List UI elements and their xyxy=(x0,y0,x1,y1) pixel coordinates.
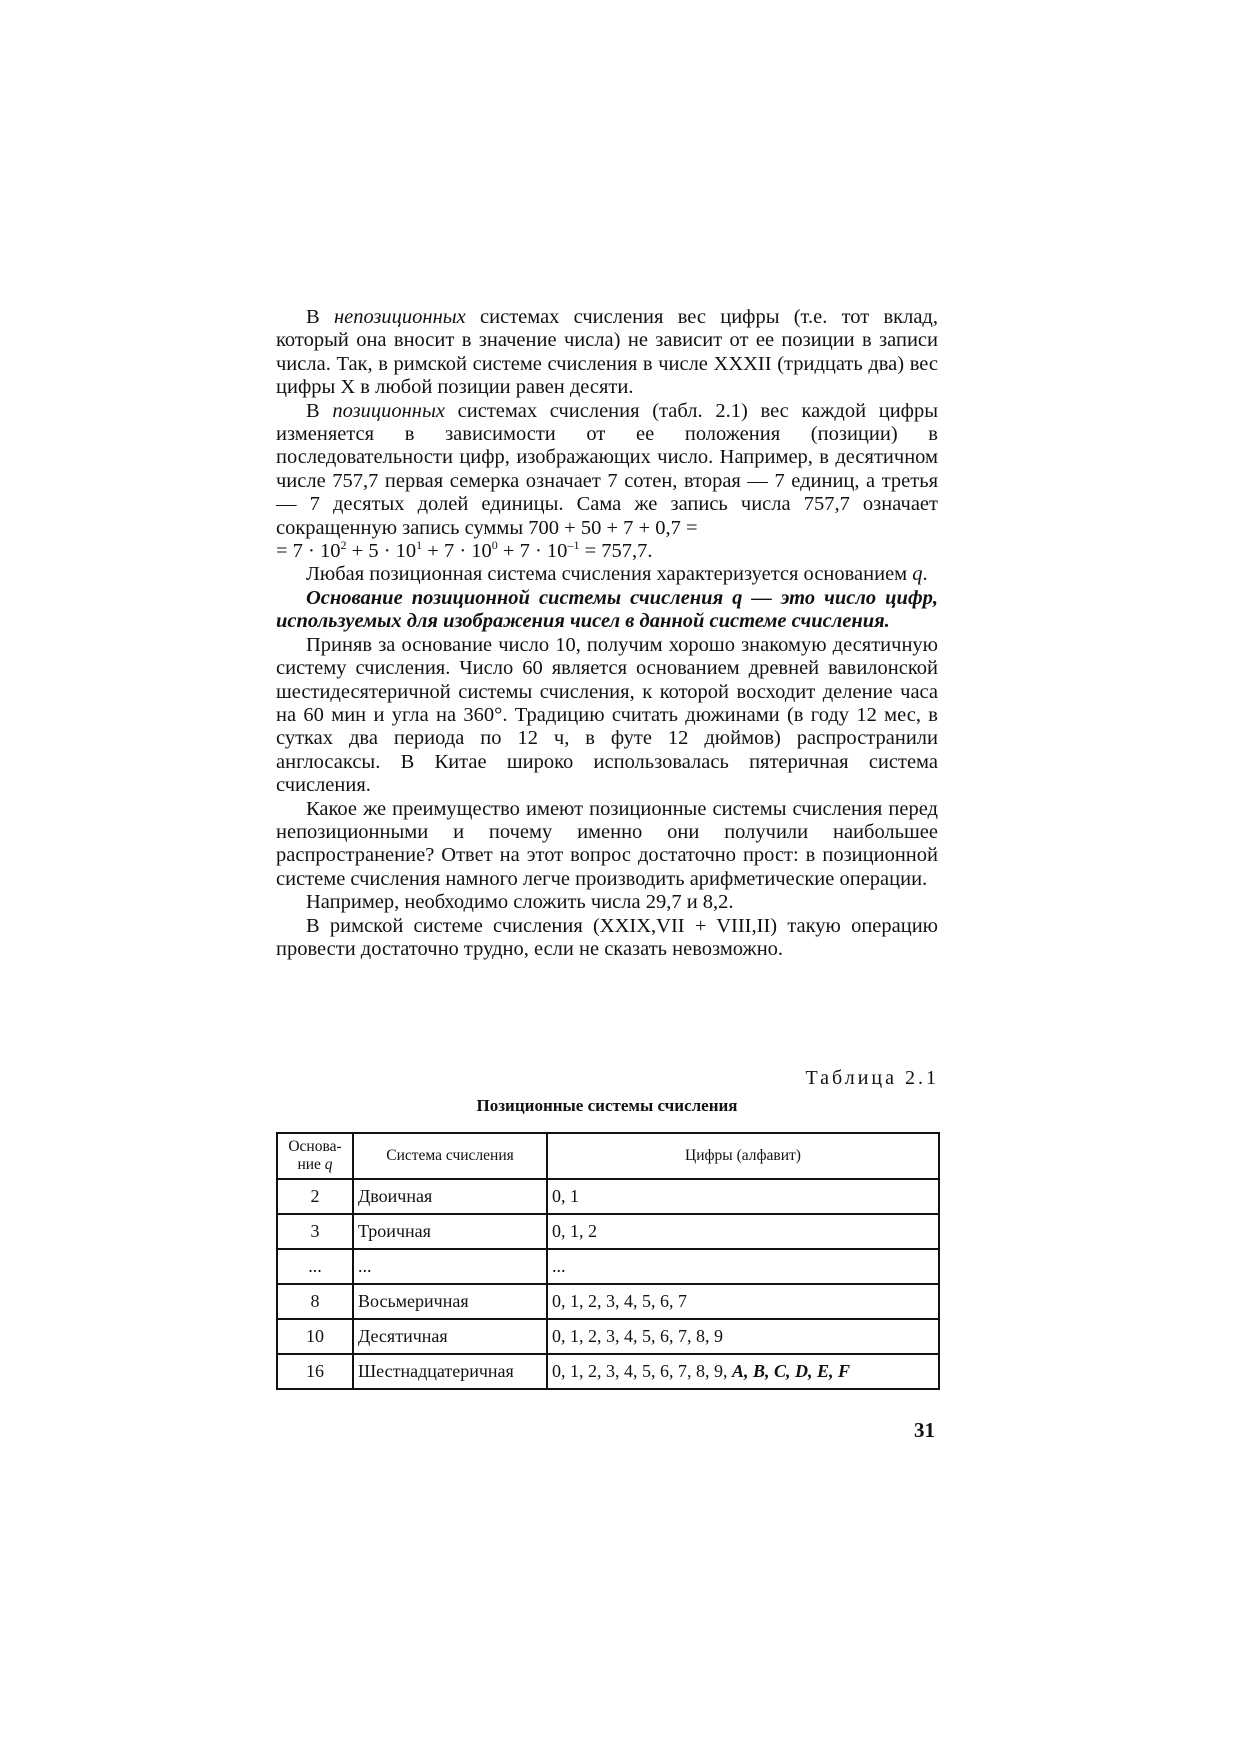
table-caption: Таблица 2.1 xyxy=(805,1067,939,1089)
table-title: Позиционные системы счисления xyxy=(476,1096,738,1115)
paragraph-advantage: Какое же преимущество имеют позиционные системы счисления перед непозиционными и почему именно они получили наибольшее распространение? Ответ на этот вопрос достаточно прост: в позиционной системе счисления намного легче производить арифметические операции. xyxy=(276,797,938,890)
paragraph-base xyxy=(276,563,938,586)
table-row xyxy=(277,1354,939,1389)
paragraph-nonpositional xyxy=(276,306,938,400)
cell-base: 8 xyxy=(277,1284,353,1319)
paragraph-roman: В римской системе счисления (XXIX,VII + VIII,II) такую операцию провести достаточно трудно, если не сказать невозможно. xyxy=(276,914,938,960)
digits-numeric: 0, 1, 2, 3, 4, 5, 6, 7, 8, 9, xyxy=(552,1361,732,1381)
cell-digits: 0, 1, 2 xyxy=(547,1214,939,1249)
cell-system: Двоичная xyxy=(353,1179,547,1214)
text-run: В xyxy=(306,306,334,328)
table-row xyxy=(277,1179,939,1214)
cell-digits: ... xyxy=(547,1249,939,1284)
formula-part: + 7 · 10 xyxy=(497,540,568,563)
variable-q: q xyxy=(912,563,923,586)
table-row xyxy=(277,1319,939,1354)
digits-letters: A, B, C, D, E, F xyxy=(732,1361,851,1381)
formula-part: = 7 · 10 xyxy=(276,540,341,563)
header-text: ние xyxy=(297,1156,325,1173)
formula-part: + 5 · 10 xyxy=(346,540,417,563)
text-run: системах счисления вес цифры (т.е. тот вклад, который она вносит в значение числа) не зависит от ее позиции в записи числа. Так, в римской системе счисления в числе XXXII (тридцать два) вес цифры X в любой позиции равен десяти. xyxy=(276,306,938,399)
paragraph-examples: Приняв за основание число 10, получим хорошо знакомую десятичную систему счисления. Число 60 является основанием древней вавилонской шестидесятеричной системы счисления, к которой восходит деление часа на 60 мин и угла на 360°. Традицию считать дюжинами (в году 12 мес, в сутках два периода по 12 ч, в футе 12 дюймов) распространили англосаксы. В Китае широко использовалась пятеричная система счисления. xyxy=(276,633,938,797)
formula-line xyxy=(276,540,938,563)
paragraph-positional xyxy=(276,400,938,540)
cell-system: Троичная xyxy=(353,1214,547,1249)
emphasis-term: непозиционных xyxy=(333,306,466,328)
header-digits: Цифры (алфавит) xyxy=(547,1133,939,1179)
text-run: . xyxy=(922,563,928,586)
definition: Основание позиционной системы счисления q — это число цифр, используемых для изображения чисел в данной системе счисления. xyxy=(276,586,938,633)
cell-system: Восьмеричная xyxy=(353,1284,547,1319)
table-row xyxy=(277,1214,939,1249)
table-header-row xyxy=(277,1133,939,1179)
cell-system: Шестнадцатеричная xyxy=(353,1354,547,1389)
table-row xyxy=(277,1249,939,1284)
cell-digits xyxy=(547,1354,939,1389)
header-base xyxy=(277,1133,353,1179)
number-systems-table xyxy=(276,1132,940,1390)
cell-base: 2 xyxy=(277,1179,353,1214)
cell-base: 16 xyxy=(277,1354,353,1389)
body-text xyxy=(276,306,938,961)
emphasis-term: позиционных xyxy=(332,399,445,422)
exponent: –1 xyxy=(567,538,580,553)
header-text: Основа- xyxy=(288,1138,342,1155)
cell-base: 10 xyxy=(277,1319,353,1354)
header-system: Система счисления xyxy=(353,1133,547,1179)
table-body xyxy=(277,1179,939,1389)
exponent: 0 xyxy=(491,538,498,553)
paragraph-example-sum: Например, необходимо сложить числа 29,7 и 8,2. xyxy=(306,891,734,914)
cell-digits: 0, 1 xyxy=(547,1179,939,1214)
formula-part: = 757,7. xyxy=(579,540,653,563)
page-number: 31 xyxy=(914,1418,935,1442)
variable-q: q xyxy=(324,1156,333,1173)
exponent: 1 xyxy=(416,538,423,553)
table-row xyxy=(277,1284,939,1319)
text-run: В xyxy=(306,399,333,422)
text-run: системах счисления (табл. 2.1) вес каждой цифры изменяется в зависимости от ее положения (позиции) в последовательности цифр, изображающих число. Например, в десятичном числе 757,7 первая семерка означает 7 сотен, вторая — 7 единиц, а третья — 7 десятых долей единицы. Сама же запись числа 757,7 означает сокращенную запись суммы 700 + 50 + 7 + 0,7 = xyxy=(276,399,938,539)
text-run: Любая позиционная система счисления характеризуется основанием xyxy=(306,563,913,586)
formula-part: + 7 · 10 xyxy=(422,540,492,563)
cell-digits: 0, 1, 2, 3, 4, 5, 6, 7 xyxy=(547,1284,939,1319)
cell-base: ... xyxy=(277,1249,353,1284)
cell-digits: 0, 1, 2, 3, 4, 5, 6, 7, 8, 9 xyxy=(547,1319,939,1354)
cell-system: ... xyxy=(353,1249,547,1284)
cell-base: 3 xyxy=(277,1214,353,1249)
exponent: 2 xyxy=(340,538,347,553)
cell-system: Десятичная xyxy=(353,1319,547,1354)
